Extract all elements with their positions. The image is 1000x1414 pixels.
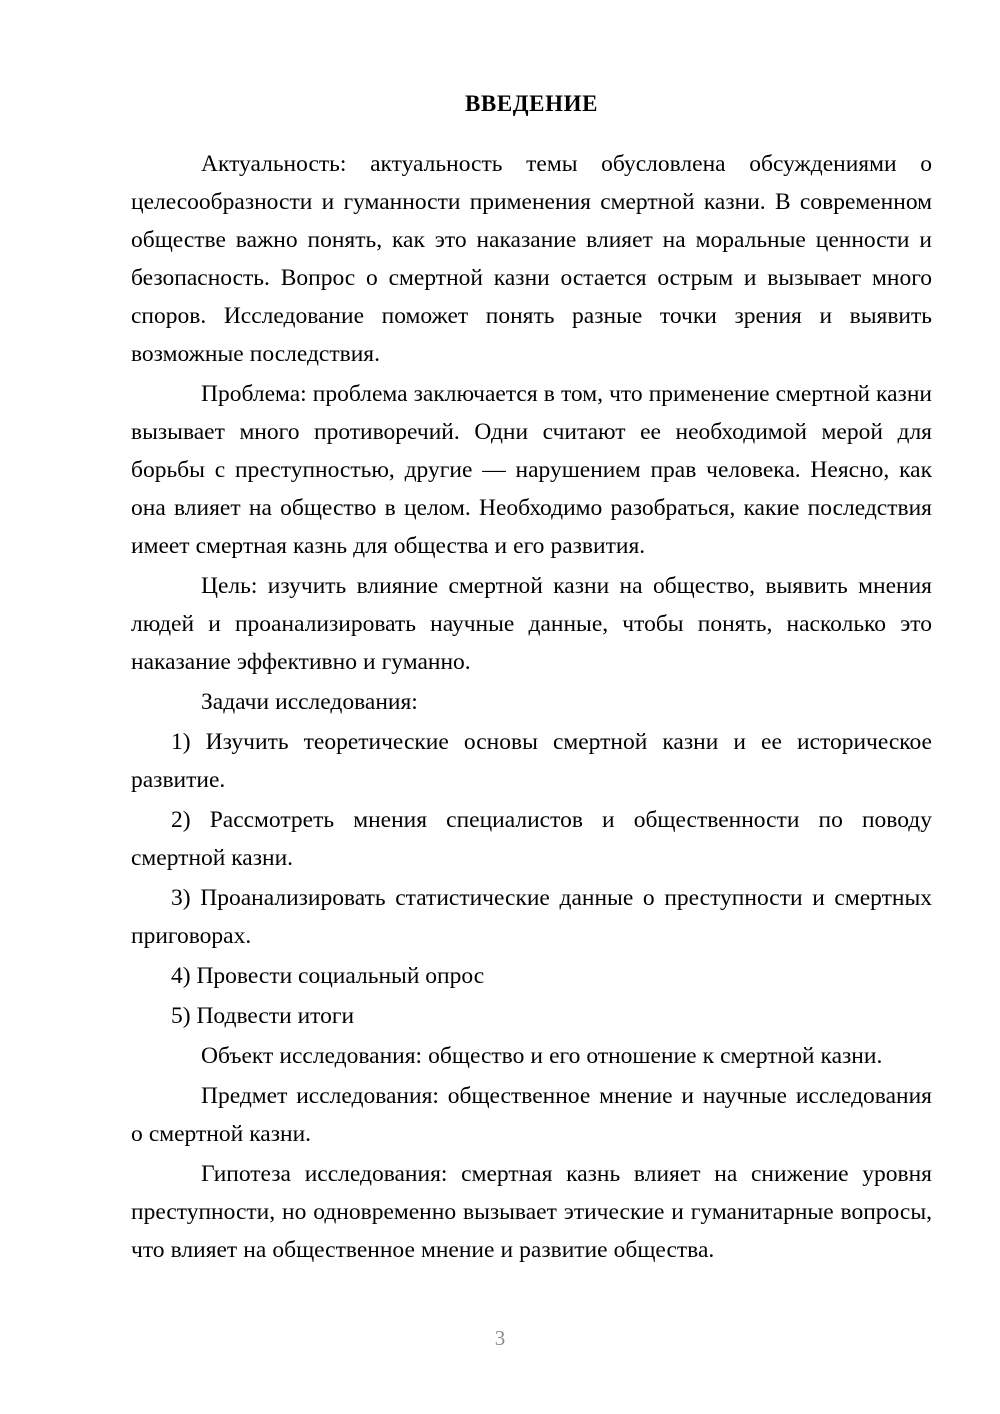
paragraph-relevance: Актуальность: актуальность темы обусловлена обсуждениями о целесообразности и гуманности применения смертной казни. В современном обществе важно понять, как это наказание влияет на моральные ценности и безопасность. Вопрос о смертной казни остается острым и вызывает много споров. Исследование поможет понять разные точки зрения и выявить возможные последствия. bbox=[131, 151, 932, 368]
page-content bbox=[131, 88, 932, 1271]
paragraph-subject: Предмет исследования: общественное мнение и научные исследования о смертной казни. bbox=[131, 1083, 932, 1148]
paragraph-object: Объект исследования: общество и его отношение к смертной казни. bbox=[201, 1043, 883, 1070]
page-number: 3 bbox=[494, 1326, 506, 1350]
list-item: 5) Подвести итоги bbox=[171, 1003, 355, 1030]
list-item: 2) Рассмотреть мнения специалистов и общественности по поводу смертной казни. bbox=[131, 807, 932, 872]
paragraph-hypothesis: Гипотеза исследования: смертная казнь влияет на снижение уровня преступности, но одновременно вызывает этические и гуманитарные вопросы, что влияет на общественное мнение и развитие общества. bbox=[131, 1161, 932, 1264]
list-item: 3) Проанализировать статистические данные о преступности и смертных приговорах. bbox=[131, 885, 932, 950]
page-title: ВВЕДЕНИЕ bbox=[464, 91, 599, 116]
list-item: 4) Провести социальный опрос bbox=[171, 963, 485, 990]
paragraph-goal: Цель: изучить влияние смертной казни на общество, выявить мнения людей и проанализировать научные данные, чтобы понять, насколько это наказание эффективно и гуманно. bbox=[131, 573, 932, 676]
list-item: 1) Изучить теоретические основы смертной казни и ее историческое развитие. bbox=[131, 729, 932, 794]
tasks-heading: Задачи исследования: bbox=[201, 689, 418, 716]
paragraph-problem: Проблема: проблема заключается в том, что применение смертной казни вызывает много противоречий. Одни считают ее необходимой мерой для борьбы с преступностью, другие — нарушением прав человека. Неясно, как она влияет на общество в целом. Необходимо разобраться, какие последствия имеет смертная казнь для общества и его развития. bbox=[131, 381, 932, 560]
